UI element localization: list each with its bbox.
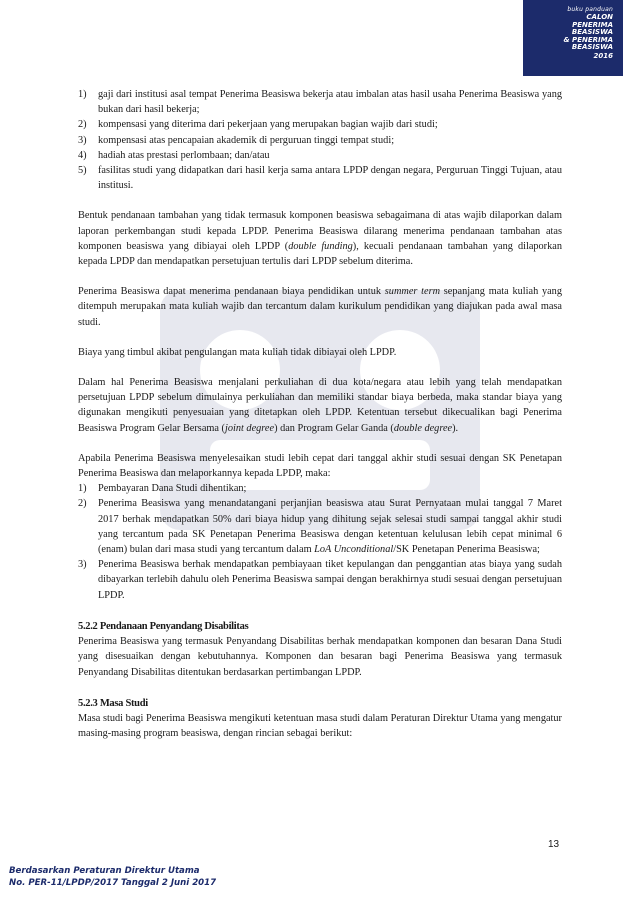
list-item: 4) hadiah atas prestasi perlombaan; dan/atau (78, 149, 270, 161)
paragraph-additional-funding: Bentuk pendanaan tambahan yang tidak termasuk komponen beasiswa sebagaimana di atas wajib dilaporkan dalam laporan perkembangan studi kepada LPDP. Penerima Beasiswa dilarang menerima pendanaan tambahan atas komponen beasiswa yang dibiayai oleh LPDP (double funding), kecuali pendanaan tambahan yang dilaporkan kepada LPDP dan mendapatkan persetujuan tertulis dari LPDP sebelum diterima. (78, 210, 562, 268)
list-item: 5) fasilitas studi yang didapatkan dari hasil kerja sama antara LPDP dengan negara, Perguruan Tinggi Tujuan, atau institusi. (78, 165, 562, 192)
section-heading-disability-funding: 5.2.2 Pendanaan Penyandang Disabilitas (78, 620, 249, 632)
paragraph-early-completion: Apabila Penerima Beasiswa menyelesaikan studi lebih cepat dari tanggal akhir studi sesuai dengan SK Penetapan Penerima Beasiswa dan melaporkannya kepada LPDP, maka: (78, 452, 562, 480)
logo-line: CALON (586, 13, 613, 21)
guidebook-logo (523, 0, 623, 76)
footer-regulation (9, 865, 216, 889)
list-item: 3) kompensasi atas pencapaian akademik di perguruan tinggi tempat studi; (78, 134, 395, 146)
logo-small-text: buku panduan (567, 6, 613, 13)
logo-year: 2016 (593, 51, 613, 60)
logo-line: BEASISWA (571, 43, 613, 51)
paragraph-course-repeat: Biaya yang timbul akibat pengulangan mata kuliah tidak dibiayai oleh LPDP. (78, 346, 397, 358)
footer-line: Berdasarkan Peraturan Direktur Utama (9, 866, 200, 876)
section-heading-study-period: 5.2.3 Masa Studi (78, 697, 148, 709)
paragraph-summer-term: Penerima Beasiswa dapat menerima pendanaan biaya pendidikan untuk summer term sepanjang mata kuliah yang ditempuh merupakan mata kuliah wajib dan tercantum dalam kurikulum pendidikan yang diajukan pada awal masa studi. (78, 286, 562, 328)
list-item: 1) Pembayaran Dana Studi dihentikan; (78, 483, 247, 495)
page-number: 13 (548, 839, 560, 850)
list-item: 2) Penerima Beasiswa yang menandatangani perjanjian beasiswa atau Surat Pernyataan mulai tanggal 7 Maret 2017 berhak mendapatkan 50% dari biaya hidup yang dihitung sejak selesai studi sampai tanggal akhir studi yang tercantum pada SK Penetapan Penerima Beasiswa dengan ketentuan kelulusan lebih cepat minimal 6 (enam) bulan dari masa studi yang tercantum dalam LoA Unconditional/SK Penetapan Penerima Beasiswa; (78, 498, 562, 556)
paragraph-multi-city: Dalam hal Penerima Beasiswa menjalani perkuliahan di dua kota/negara atau lebih yang telah mendapatkan persetujuan LPDP sebelum dimulainya perkuliahan dan memiliki standar biaya berbeda, maka standar biaya yang digunakan mengikuti penyesuaian yang ditetapkan oleh LPDP. Ketentuan tersebut dikecualikan bagi Penerima Beasiswa Program Gelar Bersama (joint degree) dan Program Gelar Ganda (double degree). (78, 377, 562, 434)
page-content (78, 87, 562, 741)
list-item: 2) kompensasi yang diterima dari pekerjaan yang merupakan bagian wajib dari studi; (78, 119, 438, 131)
footer-line: No. PER-11/LPDP/2017 Tanggal 2 Juni 2017 (9, 878, 217, 888)
list-item: 1) gaji dari institusi asal tempat Penerima Beasiswa bekerja atau imbalan atas hasil usaha Penerima Beasiswa yang bukan dari hasil bekerja; (78, 89, 562, 116)
paragraph-disability-funding: Penerima Beasiswa yang termasuk Penyandang Disabilitas berhak mendapatkan komponen dan besaran Dana Studi yang disesuaikan dengan kebutuhannya. Komponen dan besaran bagi Penerima Beasiswa yang termasuk Penyandang Disabilitas ditentukan berdasarkan pertimbangan LPDP. (78, 636, 562, 678)
early-completion-list (78, 481, 562, 603)
paragraph-study-period: Masa studi bagi Penerima Beasiswa mengikuti ketentuan masa studi dalam Peraturan Direktur Utama yang mengatur masing-masing program beasiswa, dengan rincian sebagai berikut: (78, 712, 562, 740)
list-item: 3) Penerima Beasiswa berhak mendapatkan pembiayaan tiket kepulangan dan penggantian atas biaya yang sudah dibayarkan terlebih dahulu oleh Penerima Beasiswa sampai dengan berakhirnya studi sesuai dengan persetujuan LPDP. (78, 559, 562, 601)
logo-line: BEASISWA (571, 28, 613, 36)
logo-line: & PENERIMA (563, 35, 613, 44)
income-source-list (78, 87, 562, 193)
logo-line: PENERIMA (572, 20, 613, 29)
